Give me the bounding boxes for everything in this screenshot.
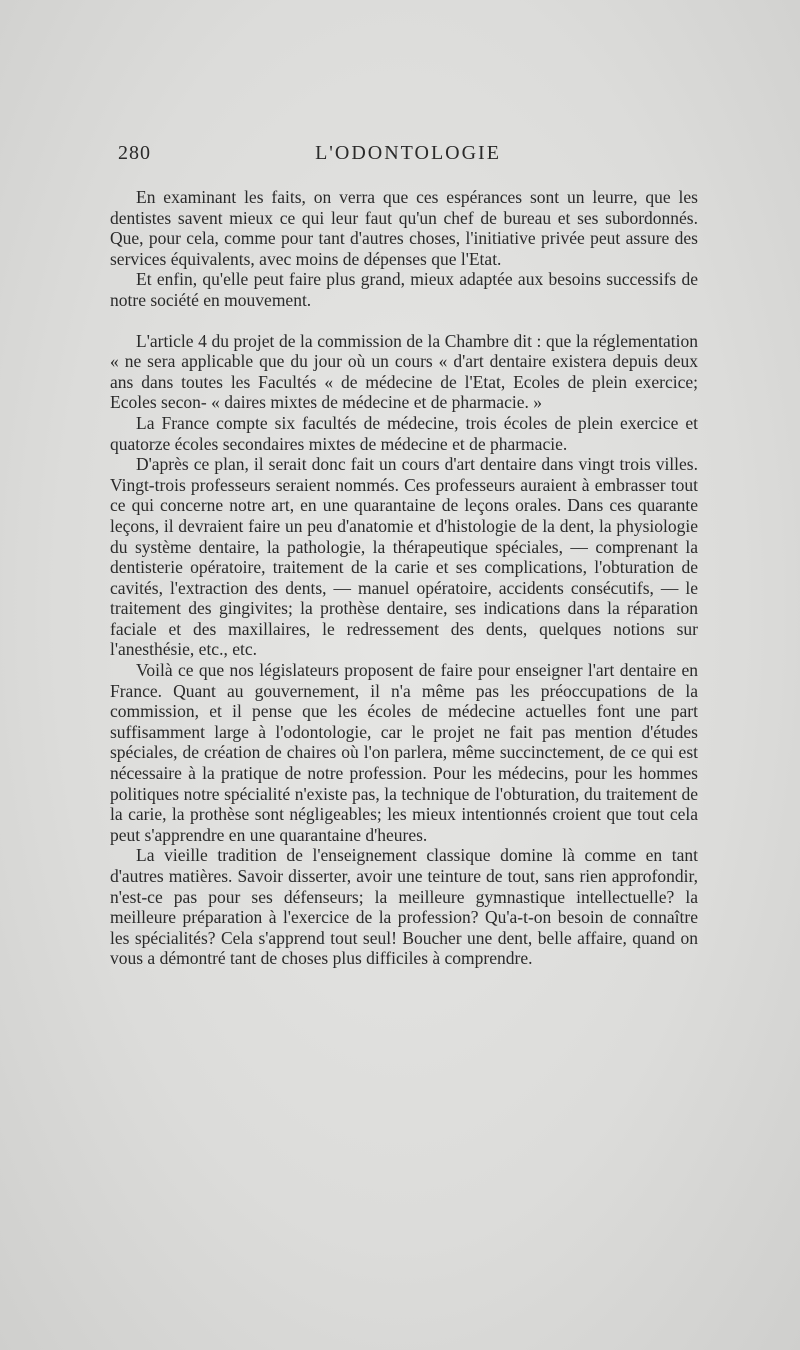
- paragraph: La France compte six facultés de médecine, trois écoles de plein exercice et quatorze écoles secondaires mixtes de médecine et de pharmacie.: [110, 412, 698, 454]
- paragraph: La vieille tradition de l'enseignement classique domine là comme en tant d'autres matières. Savoir disserter, avoir une teinture de tout, sans rien approfondir, n'est-ce pas pour ses défenseurs; la meilleure gymnastique intellectuelle? la meilleure préparation à l'exercice de la profession? Qu'a-t-on besoin de connaître les spécialités? Cela s'apprend tout seul! Boucher une dent, belle affaire, quand on vous a démontré tant de choses plus difficiles à comprendre.: [110, 845, 698, 969]
- paragraph: En examinant les faits, on verra que ces espérances sont un leurre, que les dentistes savent mieux ce qui leur faut qu'un chef de bureau et ses subordonnés. Que, pour cela, comme pour tant d'autres choses, l'initiative privée peut assure des services équivalents, avec moins de dépenses que l'Etat.: [110, 187, 698, 269]
- paragraph: D'après ce plan, il serait donc fait un cours d'art dentaire dans vingt trois villes. Vingt-trois professeurs seraient nommés. Ces professeurs auraient à embrasser tout ce qui concerne notre art, en une quarantaine de leçons orales. Dans ces quarante leçons, il devraient faire un peu d'anatomie et d'histologie de la dent, la physiologie du système dentaire, la pathologie, la thérapeutique spéciales, — comprenant la dentisterie opératoire, traitement de la carie et ses complications, l'obturation de cavités, l'extraction des dents, — manuel opératoire, accidents consécutifs, — le traitement des gingivites; la prothèse dentaire, ses indications dans la réparation faciale et des maxillaires, le redressement des dents, quelques notions sur l'anesthésie, etc., etc.: [110, 454, 698, 660]
- paragraph: Et enfin, qu'elle peut faire plus grand, mieux adaptée aux besoins successifs de notre société en mouvement.: [110, 269, 698, 310]
- page-number: 280: [118, 142, 151, 164]
- paragraph: Voilà ce que nos législateurs proposent de faire pour enseigner l'art dentaire en France. Quant au gouvernement, il n'a même pas les préoccupations de la commission, et il pense que les écoles de médecine actuelles font une part suffisamment large à l'odontologie, car le projet ne fait pas mention d'études spéciales, de création de chaires où l'on parlera, même succinctement, de ce qui est nécessaire à la pratique de notre profession. Pour les médecins, pour les hommes politiques notre spécialité n'existe pas, la technique de l'obturation, du traitement de la carie, la prothèse sont négligeables; les mieux intentionnés croient que tout cela peut s'apprendre en une quarantaine d'heures.: [110, 660, 698, 845]
- paragraph: L'article 4 du projet de la commission de la Chambre dit : que la réglementation « ne sera applicable que du jour où un cours « d'art dentaire existera depuis deux ans dans toutes les Facultés « de médecine de l'Etat, Ecoles de plein exercice; Ecoles secon- « daires mixtes de médecine et de pharmacie. »: [110, 330, 698, 413]
- page-header: [118, 142, 698, 170]
- body-text: [110, 187, 698, 969]
- running-title: L'ODONTOLOGIE: [315, 142, 501, 164]
